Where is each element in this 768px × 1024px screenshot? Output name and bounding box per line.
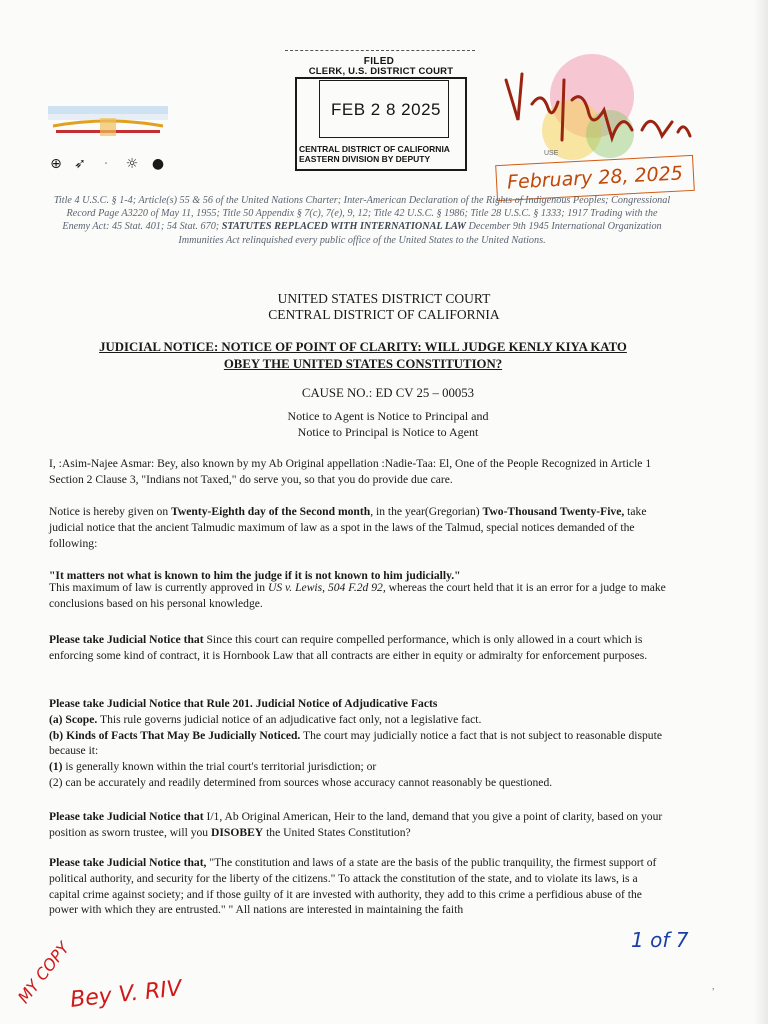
maxim-b: whereas the court held that it is an error for a judge to make conclusions based on his personal knowledge. bbox=[49, 581, 666, 610]
sun-icon: ☼ bbox=[125, 156, 139, 172]
rule-c1-lead: (1) bbox=[49, 760, 63, 774]
statutes-bold: STATUTES REPLACED WITH INTERNATIONAL LAW bbox=[221, 221, 466, 233]
scan-edge-shadow bbox=[754, 0, 768, 1024]
rule-c1-body: is generally known within the trial court's territorial jurisdiction; or bbox=[62, 760, 377, 774]
rule-c2: (2) can be accurately and readily determined from sources whose accuracy cannot reasonably be questioned. bbox=[49, 775, 553, 789]
seal-label: USE bbox=[544, 150, 559, 157]
rule-a-lead: (a) Scope. bbox=[49, 712, 98, 726]
filed-stamp bbox=[291, 50, 467, 170]
rule-b-lead: (b) Kinds of Facts That May Be Judicially Noticed. bbox=[49, 728, 301, 742]
statutes-tail: December 9th 1945 International Organization Immunities Act relinquished every public office of the United States to the United Nations. bbox=[178, 221, 662, 246]
clarity-paragraph bbox=[49, 809, 669, 841]
notice-a: Notice is hereby given on bbox=[49, 505, 172, 518]
document-title-line2: OBEY THE UNITED STATES CONSTITUTION? bbox=[223, 357, 503, 371]
compel-lead: Please take Judicial Notice that bbox=[49, 633, 204, 646]
compel-body: Since this court can require compelled performance, which is only allowed in a court which is enforcing some kind of contract, it is Hornbook Law that all contracts are either in equity or admiralty for enforcement purposes. bbox=[49, 633, 648, 662]
notice-e: take judicial notice that the ancient Talmudic maximum of law as a spot in the laws of the Talmud, special notices demanded of the following: bbox=[49, 505, 647, 550]
stamp-filed: FILED bbox=[363, 56, 395, 67]
constitution-paragraph bbox=[49, 855, 669, 918]
margin-note-case: Bey V. RIV bbox=[69, 976, 183, 1013]
crosshair-icon: ⊕ bbox=[50, 156, 62, 172]
stamp-date: FEB 2 8 2025 bbox=[331, 100, 441, 119]
rule-heading: Please take Judicial Notice that Rule 201. Judicial Notice of Adjudicative Facts bbox=[49, 697, 438, 710]
constitution-lead: Please take Judicial Notice that, bbox=[49, 856, 207, 869]
symbol-row bbox=[48, 156, 178, 176]
statutes-header bbox=[52, 194, 672, 247]
notice-paragraph bbox=[49, 504, 669, 551]
statutes-text: Title 4 U.S.C. § 1-4; Article(s) 55 & 56 of the United Nations Charter; Inter-American Declaration of the Rights of Indigenous Peoples; Congressional Record Page A3220 of May 11, 1955; Title 50 Appendix § 7(c), 7(e), 9, 12; Title 42 U.S.C. § 1986; Title 28 U.S.C. § 1333; 1917 Trading with the Enemy Act: 45 Stat. 401; 54 Stat. 670; bbox=[53, 195, 671, 233]
intro-paragraph: I, :Asim-Najee Asmar: Bey, also known by my Ab Original appellation :Nadie-Taa: El, One of the People Recognized in Article 1 Section 2 Clause 3, "Indians not Taxed," do serve you, so that you do provide due care. bbox=[49, 457, 652, 486]
bird-icon: ➶ bbox=[74, 156, 86, 172]
stamp-clerk: CLERK, U.S. DISTRICT COURT bbox=[308, 66, 454, 77]
margin-mark: , bbox=[712, 981, 715, 992]
notice-date: Twenty-Eighth day of the Second month bbox=[171, 505, 371, 518]
document-title-line1: JUDICIAL NOTICE: NOTICE OF POINT OF CLARITY: WILL JUDGE KENLY KIYA KATO bbox=[99, 340, 627, 354]
clarity-disobey: DISOBEY bbox=[210, 825, 264, 839]
court-name: UNITED STATES DISTRICT COURT bbox=[277, 291, 491, 306]
rule-201-section bbox=[49, 696, 669, 791]
clarity-b: the United States Constitution? bbox=[263, 825, 411, 839]
maxim-a: This maximum of law is currently approved in bbox=[49, 581, 268, 594]
clarity-lead: Please take Judicial Notice that bbox=[49, 810, 204, 823]
cause-number: CAUSE NO.: ED CV 25 – 00053 bbox=[301, 386, 475, 400]
stamp-district-line1: CENTRAL DISTRICT OF CALIFORNIA bbox=[299, 144, 450, 154]
maxim-paragraph bbox=[49, 580, 669, 612]
constitution-body: "The constitution and laws of a state are the basis of the public tranquility, the firmest support of political authority, and security for the liberty of the citizens." To attack the constitution of the state, and to violate its laws, is a capital crime against society; and if those guilty of it are invested with authority, they add to this crime a perfidious abuse of the power with which they are entrusted." " All nations are interested in maintaining the faith bbox=[49, 856, 657, 917]
agent-principal-line1: Notice to Agent is Notice to Principal and bbox=[287, 409, 489, 423]
notice-year: Two-Thousand Twenty-Five, bbox=[482, 505, 625, 518]
notice-c: , in the year(Gregorian) bbox=[370, 505, 483, 518]
header-logo bbox=[48, 104, 168, 144]
maxim-citation: US v. Lewis, 504 F.2d 92, bbox=[267, 581, 386, 594]
maxim-heading: "It matters not what is known to him the judge if it is not known to him judicially." bbox=[49, 569, 461, 582]
rule-a-body: This rule governs judicial notice of an adjudicative fact only, not a legislative fact. bbox=[97, 712, 482, 726]
stamp-dashline bbox=[285, 50, 475, 51]
margin-note-my-copy: MY COPY bbox=[13, 938, 74, 1007]
rule-b-body: The court may judicially notice a fact that is not subject to reasonable dispute because it: bbox=[49, 728, 662, 758]
circle-icon: ● bbox=[151, 156, 165, 172]
agent-principal-line2: Notice to Principal is Notice to Agent bbox=[297, 425, 479, 439]
dot-icon: · bbox=[103, 156, 109, 172]
compel-paragraph bbox=[49, 632, 669, 664]
page-number: 1 of 7 bbox=[631, 928, 689, 952]
stamp-district-line2: EASTERN DIVISION BY DEPUTY bbox=[299, 154, 431, 164]
clarity-a: I/1, Ab Original American, Heir to the land, demand that you give a point of clarity, based on your position as sworn trustee, will you bbox=[49, 810, 663, 839]
court-district: CENTRAL DISTRICT OF CALIFORNIA bbox=[268, 307, 500, 322]
handwritten-date: February 28, 2025 bbox=[495, 155, 695, 201]
